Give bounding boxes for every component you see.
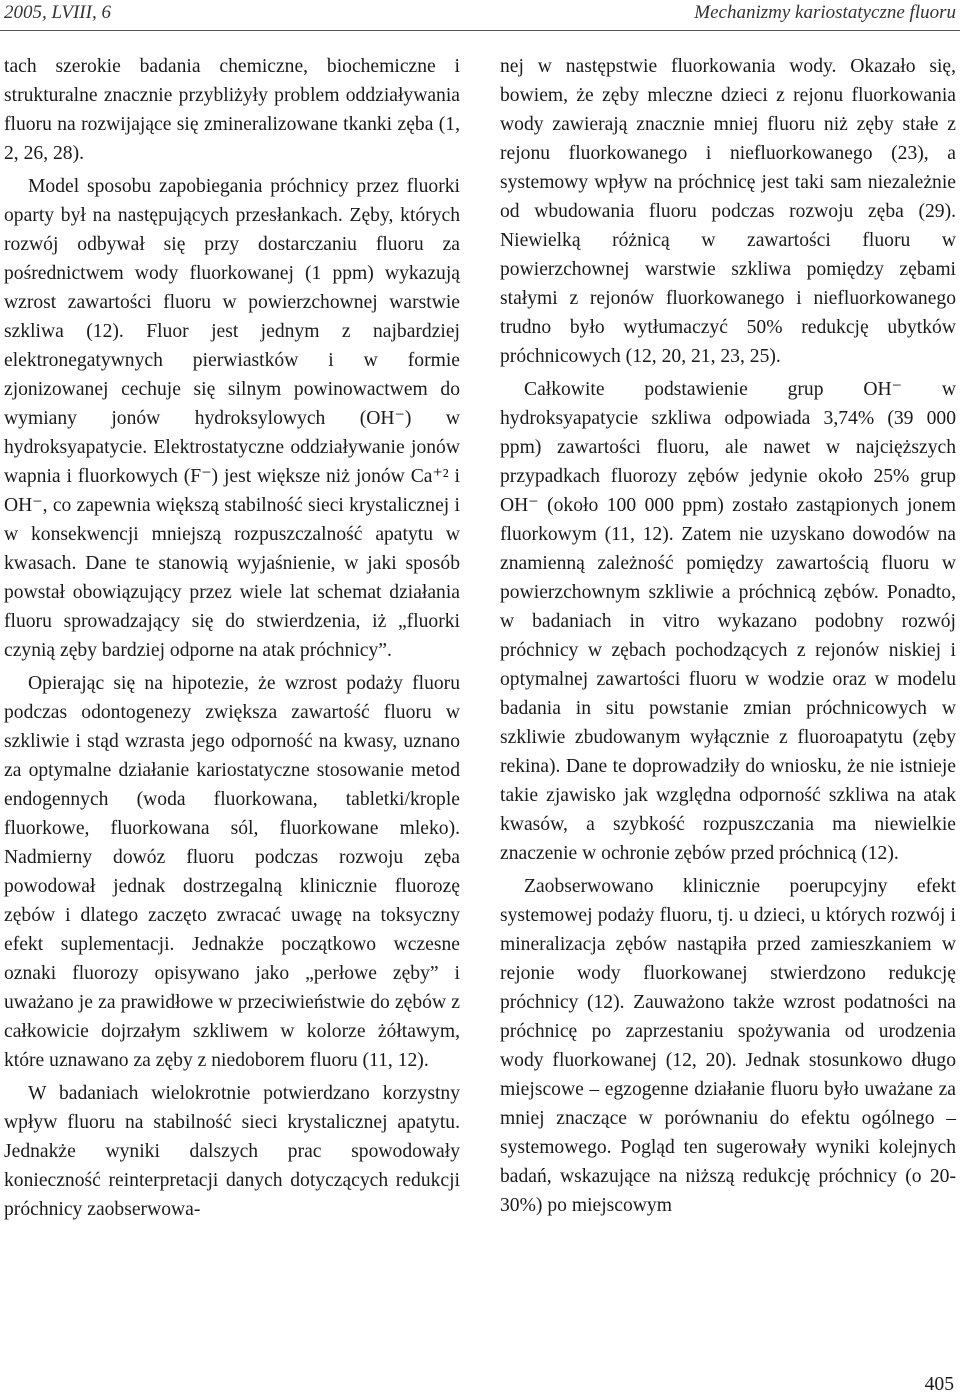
paragraph: nej w następstwie fluorkowania wody. Okazało się, bowiem, że zęby mleczne dzieci z rejonu fluorkowania wody zawierają znacznie mniej fluoru niż zęby stałe z rejonu fluorkowanego i niefluorkowanego (23), a systemowy wpływ na próchnicę jest taki sam niezależnie od wbudowania fluoru podczas rozwoju zęba (29). Niewielką różnicą w zawartości fluoru w powierzchownej warstwie szkliwa pomiędzy zębami stałymi z rejonów fluorkowanego i niefluorkowanego trudno było wytłumaczyć 50% redukcję ubytków próchnicowych (12, 20, 21, 23, 25). bbox=[500, 56, 956, 367]
paragraph: tach szerokie badania chemiczne, biochemiczne i strukturalne znacznie przybliżyły problem oddziaływania fluoru na rozwijające się zmineralizowane tkanki zęba (1, 2, 26, 28). bbox=[4, 56, 460, 164]
page-number: 405 bbox=[924, 1374, 954, 1395]
header-rule bbox=[0, 30, 960, 31]
paragraph: Całkowite podstawienie grup OH⁻ w hydroksyapatycie szkliwa odpowiada 3,74% (39 000 ppm) zawartości fluoru, ale nawet w najcięższych przypadkach fluorozy zębów jedynie około 25% grup OH⁻ (około 100 000 ppm) zostało zastąpionych jonem fluorkowym (11, 12). Zatem nie uzyskano dowodów na znamienną zależność pomiędzy zawartością fluoru w powierzchownym szkliwie a próchnicą zębów. Ponadto, w badaniach in vitro wykazano podobny rozwój próchnicy w zębach pochodzących z rejonów niskiej i optymalnej zawartości fluoru w wodzie oraz w modelu badania in situ powstanie zmian próchnicowych w szkliwie zbudowanym wyłącznie z fluoroapatytu (zęby rekina). Dane te doprowadziły do wniosku, że nie istnieje takie zjawisko jak względna odporność szkliwa na atak kwasów, a szybkość rozpuszczania ma niewielkie znaczenie w ochronie zębów przed próchnicą (12). bbox=[500, 379, 956, 864]
right-column bbox=[500, 52, 956, 1220]
running-header-left: 2005, LVIII, 6 bbox=[4, 2, 111, 23]
paragraph: Model sposobu zapobiegania próchnicy przez fluorki oparty był na następujących przesłankach. Zęby, których rozwój odbywał się przy dostarczaniu fluoru za pośrednictwem wody fluorkowanej (1 ppm) wykazują wzrost zawartości fluoru w powierzchownej warstwie szkliwa (12). Fluor jest jednym z najbardziej elektronegatywnych pierwiastków i w formie zjonizowanej cechuje się silnym powinowactwem do wymiany jonów hydroksylowych (OH⁻) w hydroksyapatycie. Elektrostatyczne oddziaływanie jonów wapnia i fluorkowych (F⁻) jest większe niż jonów Ca⁺² i OH⁻, co zapewnia większą stabilność sieci krystalicznej i w konsekwencji mniejszą rozpuszczalność apatytu w kwasach. Dane te stanowią wyjaśnienie, w jaki sposób powstał obowiązujący przez wiele lat schemat działania fluoru sprowadzający się do stwierdzenia, iż „fluorki czynią zęby bardziej odporne na atak próchnicy”. bbox=[4, 176, 460, 661]
paragraph: W badaniach wielokrotnie potwierdzano korzystny wpływ fluoru na stabilność sieci krystalicznej apatytu. Jednakże wyniki dalszych prac spowodowały konieczność reinterpretacji danych dotyczących redukcji próchnicy zaobserwowa- bbox=[4, 1083, 460, 1220]
paragraph: Zaobserwowano klinicznie poerupcyjny efekt systemowej podaży fluoru, tj. u dzieci, u których rozwój i mineralizacja zębów nastąpiła przed zamieszkaniem w rejonie wody fluorkowanej stwierdzono redukcję próchnicy (12). Zauważono także wzrost podatności na próchnicę po zaprzestaniu spożywania od urodzenia wody fluorkowanej (12, 20). Jednak stosunkowo długo miejscowe – egzogenne działanie fluoru było uważane za mniej znaczące w porównaniu do efektu ogólnego – systemowego. Pogląd ten sugerowały wyniki kolejnych badań, wskazujące na niższą redukcję próchnicy (o 20-30%) po miejscowym bbox=[500, 876, 956, 1216]
left-column bbox=[4, 52, 460, 1224]
paragraph: Opierając się na hipotezie, że wzrost podaży fluoru podczas odontogenezy zwiększa zawartość fluoru w szkliwie i stąd wzrasta jego odporność na kwasy, uznano za optymalne działanie kariostatyczne stosowanie metod endogennych (woda fluorkowana, tabletki/krople fluorkowe, fluorkowana sól, fluorkowane mleko). Nadmierny dowóz fluoru podczas rozwoju zęba powodował jednak dostrzegalną klinicznie fluorozę zębów i dlatego zaczęto zwracać uwagę na toksyczny efekt suplementacji. Jednakże początkowo wczesne oznaki fluorozy opisywano jako „perłowe zęby” i uważano je za prawidłowe w przeciwieństwie do zębów z całkowicie dojrzałym szkliwem w kolorze żółtawym, które uznawano za zęby z niedoborem fluoru (11, 12). bbox=[4, 673, 460, 1071]
running-header-right: Mechanizmy kariostatyczne fluoru bbox=[694, 2, 956, 23]
